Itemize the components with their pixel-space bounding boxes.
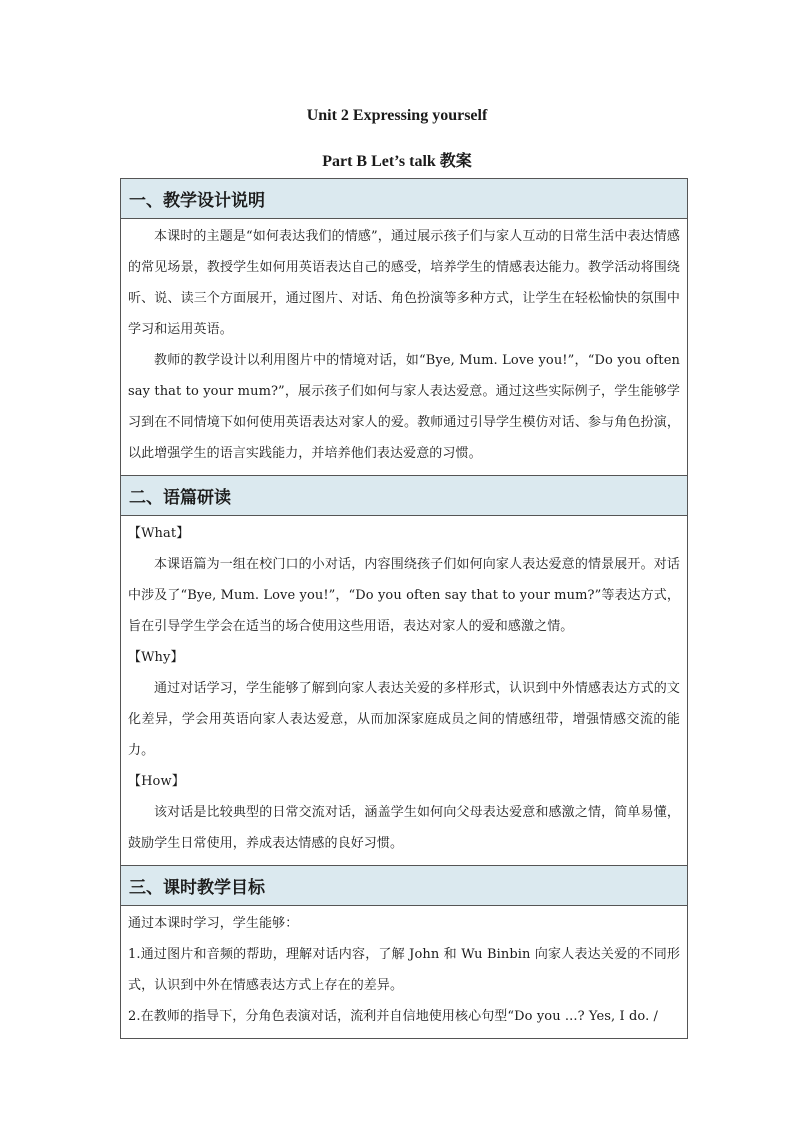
section-heading-goals: 三、课时教学目标 (121, 866, 688, 906)
design-paragraph-2: 教师的教学设计以利用图片中的情境对话，如“Bye, Mum. Love you!”，“Do you often say that to your mum?”，展示孩子们如何与家人表达爱意。通过这些实际例子，学生能够学习到在不同情境下如何使用英语表达对家人的爱。教师通过引导学生模仿对话、参与角色扮演，以此增强学生的语言实践能力，并培养他们表达爱意的习惯。 (128, 353, 680, 461)
what-text: 本课语篇为一组在校门口的小对话，内容围绕孩子们如何向家人表达爱意的情景展开。对话中涉及了“Bye, Mum. Love you!”，“Do you often say that to your mum?”等表达方式，旨在引导学生学会在适当的场合使用这些用语，表达对家人的爱和感激之情。 (128, 557, 680, 634)
document-subtitle: Part B Let’s talk 教案 (322, 153, 472, 170)
goal-item-1: 1.通过图片和音频的帮助，理解对话内容，了解 John 和 Wu Binbin 向家人表达关爱的不同形式，认识到中外在情感表达方式上存在的差异。 (128, 947, 680, 993)
document-title: Unit 2 Expressing yourself (306, 107, 488, 124)
section-body-goals (121, 906, 688, 1039)
goals-intro: 通过本课时学习，学生能够： (128, 916, 299, 931)
section-body-design (121, 219, 688, 476)
how-label: 【How】 (128, 774, 185, 789)
why-label: 【Why】 (128, 650, 184, 665)
design-paragraph-1: 本课时的主题是“如何表达我们的情感”，通过展示孩子们与家人互动的日常生活中表达情感的常见场景，教授学生如何用英语表达自己的感受，培养学生的情感表达能力。教学活动将围绕听、说、读三个方面展开，通过图片、对话、角色扮演等多种方式，让学生在轻松愉快的氛围中学习和运用英语。 (128, 229, 680, 337)
section-heading-design: 一、教学设计说明 (121, 179, 688, 219)
what-label: 【What】 (128, 526, 190, 541)
section-body-analysis (121, 516, 688, 866)
why-text: 通过对话学习，学生能够了解到向家人表达关爱的多样形式，认识到中外情感表达方式的文化差异，学会用英语向家人表达爱意，从而加深家庭成员之间的情感纽带，增强情感交流的能力。 (128, 681, 680, 758)
lesson-plan-table (120, 178, 688, 1039)
section-heading-analysis: 二、语篇研读 (121, 476, 688, 516)
goal-item-2: 2.在教师的指导下，分角色表演对话，流利并自信地使用核心句型“Do you ...? Yes, I do. / (128, 1009, 659, 1024)
how-text: 该对话是比较典型的日常交流对话，涵盖学生如何向父母表达爱意和感激之情，简单易懂，鼓励学生日常使用，养成表达情感的良好习惯。 (128, 805, 680, 851)
